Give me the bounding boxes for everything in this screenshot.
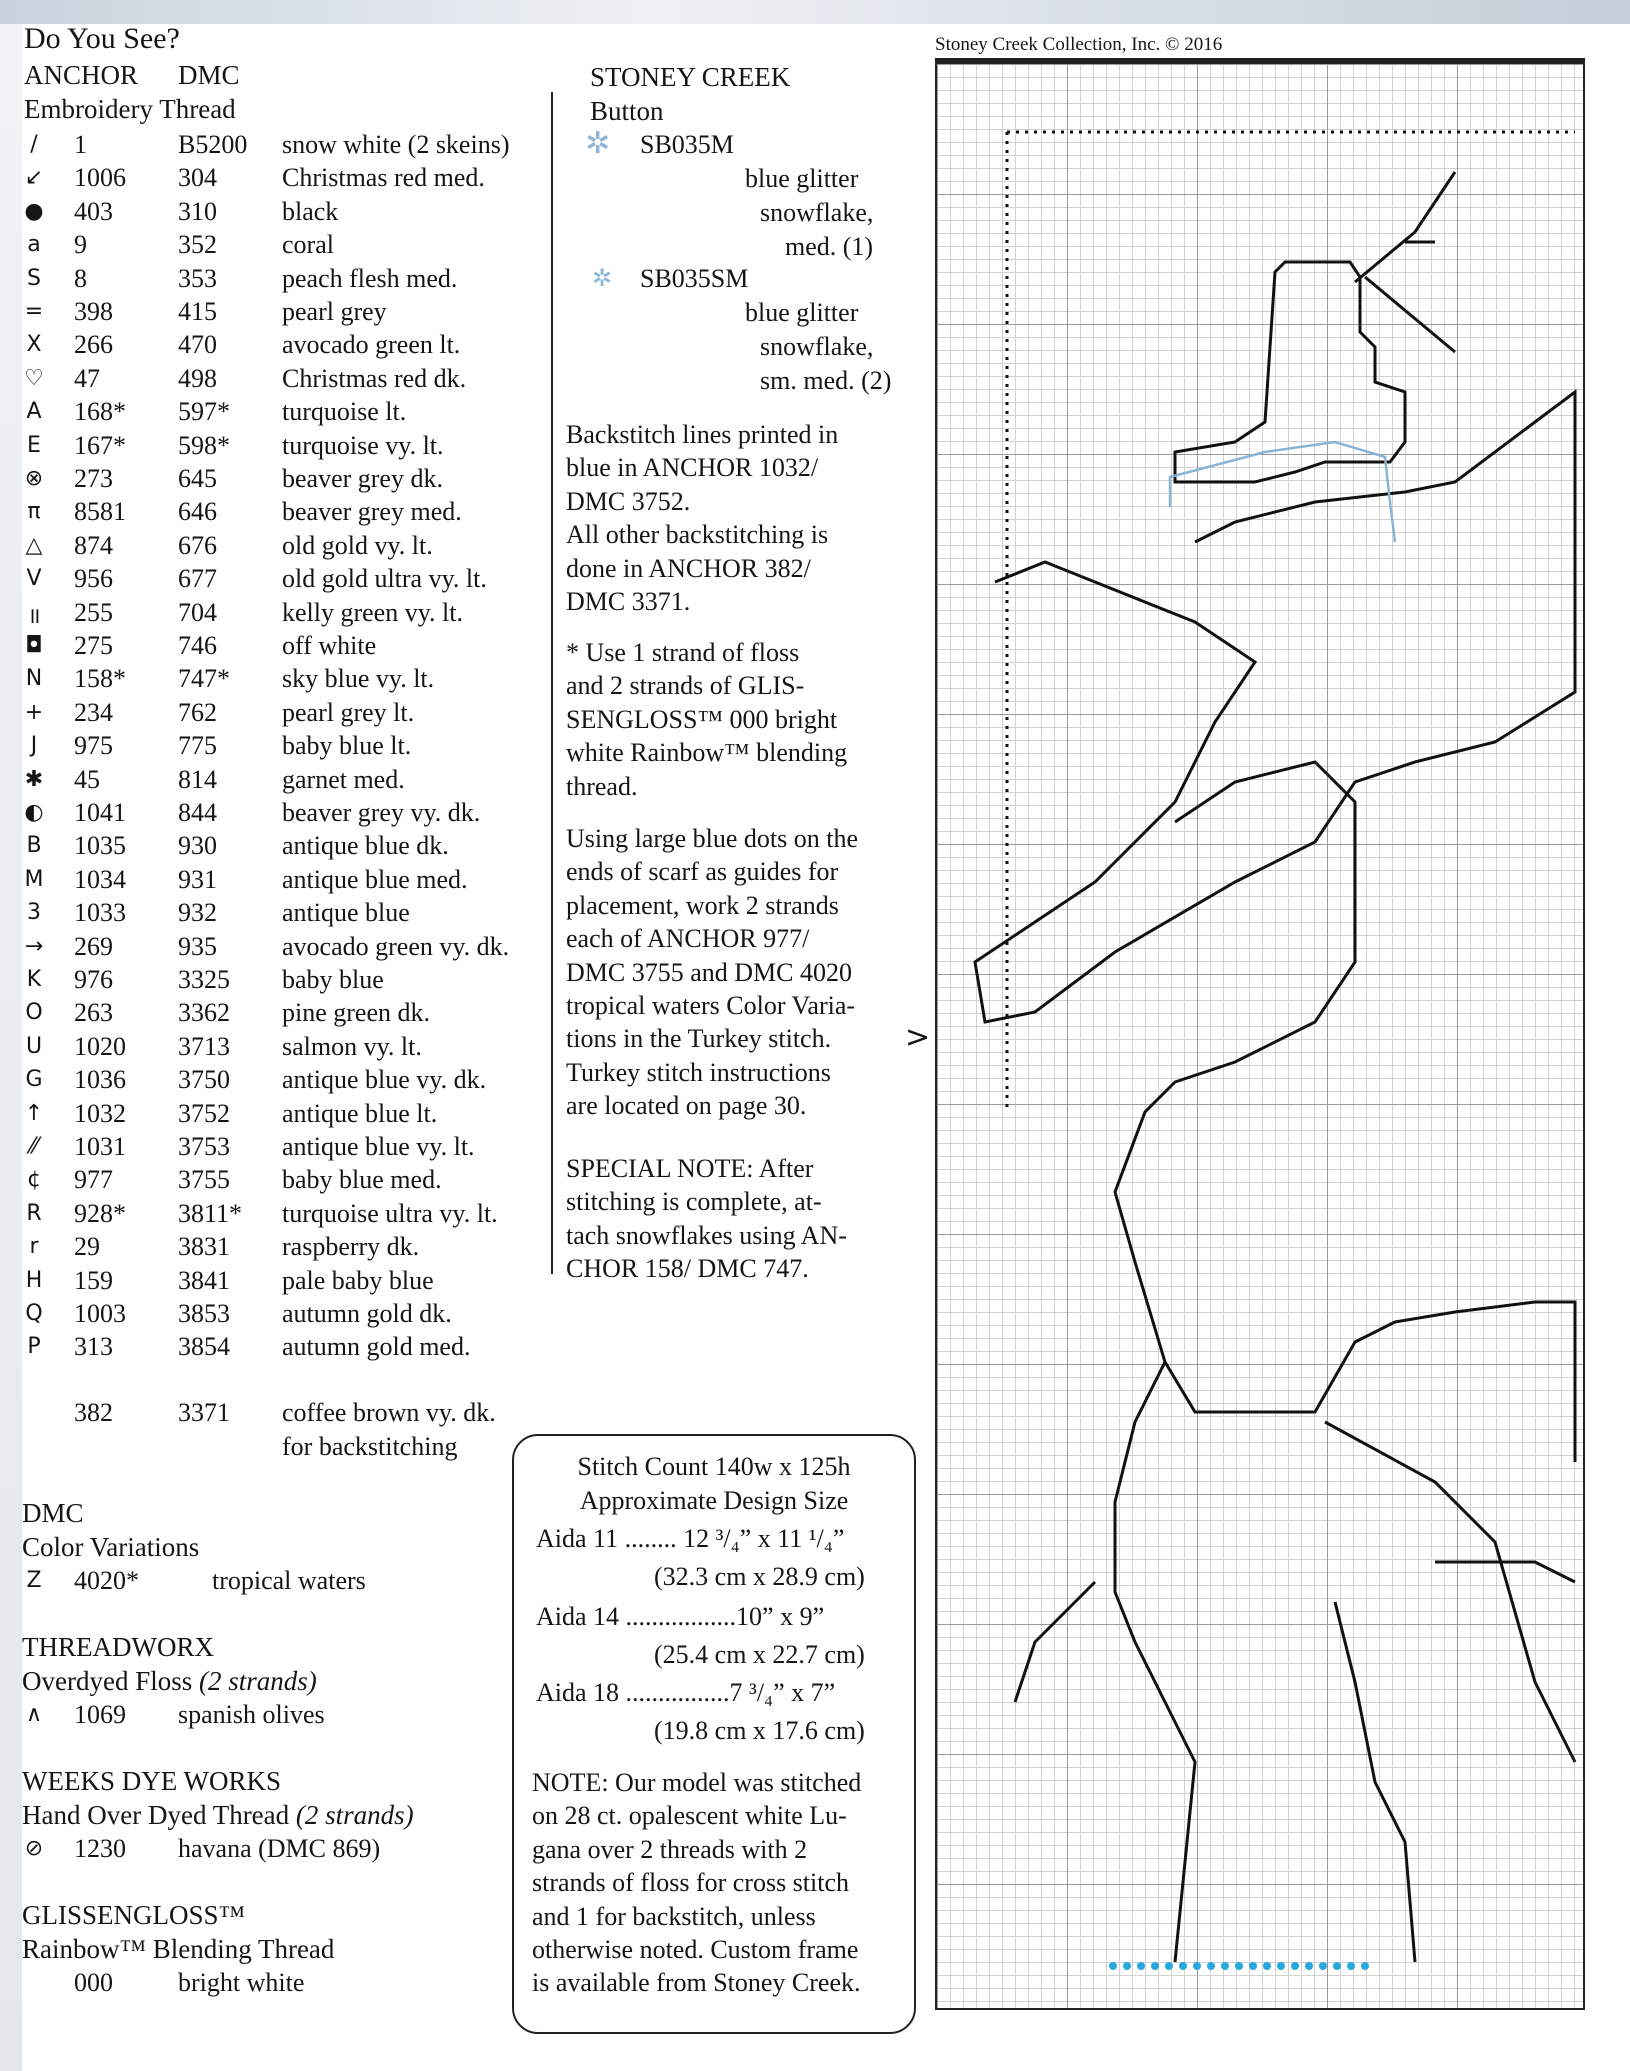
scarf-outline [1015, 1422, 1575, 1762]
thread-name: pale baby blue [282, 1265, 434, 1295]
symbol: U [25, 1033, 43, 1059]
anchor-code: 158* [74, 664, 126, 694]
thread-name: avocado green lt. [282, 330, 461, 360]
button-code-1: SB035M [640, 130, 734, 159]
aida-11-size: Aida 11 ........ 12 ³/₄” x 11 ¹/₄” [536, 1524, 845, 1553]
note-line: and 1 for backstitch, unless [532, 1901, 816, 1931]
thread-name: baby blue med. [282, 1165, 442, 1195]
anchor-code: 975 [74, 731, 113, 761]
note-line: done in ANCHOR 382/ [566, 553, 811, 583]
note-line: ends of scarf as guides for [566, 857, 839, 887]
dmc-code: 746 [178, 631, 217, 660]
thread-name: raspberry dk. [282, 1232, 420, 1262]
code: 1069 [74, 1700, 126, 1729]
symbol: / [30, 132, 38, 157]
symbol: M [24, 866, 44, 892]
dmc-code: 645 [178, 464, 217, 493]
note-line: and 2 strands of GLIS- [566, 671, 805, 701]
gliss-heading: GLISSENGLOSS™ [22, 1900, 245, 1930]
backstitch-note [566, 418, 898, 618]
code: 1230 [74, 1834, 126, 1863]
aida-14-cm: (25.4 cm x 22.7 cm) [654, 1640, 865, 1669]
thread-name-cont: for backstitching [282, 1432, 458, 1461]
dmc-code: 3750 [178, 1065, 230, 1095]
symbol: K [26, 967, 42, 992]
anchor-code: 167* [74, 430, 126, 460]
anchor-code: 403 [74, 196, 113, 226]
anchor-code: 976 [74, 965, 113, 994]
anchor-code: 47 [74, 363, 100, 393]
thread-name: avocado green vy. dk. [282, 931, 510, 961]
symbol: a [27, 232, 41, 258]
thread-name: off white [282, 631, 377, 660]
code: 000 [74, 1968, 113, 1997]
left-decorative-strip [0, 24, 22, 2071]
symbol: ◘ [25, 633, 43, 658]
dmc-code: 353 [178, 263, 217, 293]
thread-name: autumn gold dk. [282, 1299, 452, 1328]
button-desc-2a: blue glitter [745, 298, 859, 327]
symbol: R [26, 1200, 42, 1226]
thread-name: autumn gold med. [282, 1332, 471, 1362]
name: havana (DMC 869) [178, 1834, 381, 1863]
thread-name: antique blue lt. [282, 1098, 438, 1128]
thread-name: pearl grey lt. [282, 697, 415, 727]
note-line: is available from Stoney Creek. [532, 1968, 861, 1998]
thread-name: snow white (2 skeins) [282, 130, 510, 159]
symbol: Z [26, 1568, 42, 1593]
symbol: + [24, 699, 44, 725]
anchor-code: 1003 [74, 1299, 126, 1328]
dmc-code: 310 [178, 196, 217, 226]
anchor-code: 1041 [74, 798, 126, 827]
symbol: A [26, 399, 42, 425]
thread-name: black [282, 196, 339, 226]
thread-name: salmon vy. lt. [282, 1031, 422, 1061]
dmc-code: 598* [178, 430, 230, 460]
branch-outline [1355, 172, 1455, 352]
note-line: DMC 3755 and DMC 4020 [566, 957, 853, 987]
threadworx-sub: Overdyed Floss [22, 1666, 193, 1696]
dmc-code: 704 [178, 597, 217, 627]
dmc-code: 747* [178, 664, 230, 694]
thread-name: pine green dk. [282, 998, 431, 1028]
note-line: strands of floss for cross stitch [532, 1868, 850, 1898]
aida-18-cm: (19.8 cm x 17.6 cm) [654, 1716, 865, 1745]
thread-name: beaver grey med. [282, 497, 462, 527]
symbol: X [26, 332, 42, 358]
symbol: G [25, 1067, 43, 1093]
anchor-code: 159 [74, 1265, 113, 1295]
note-line: are located on page 30. [566, 1091, 807, 1121]
symbol: ॥ [27, 603, 41, 629]
thread-name: beaver grey vy. dk. [282, 798, 481, 827]
stitch-count-box [512, 1434, 916, 2034]
note-line: gana over 2 threads with 2 [532, 1834, 808, 1864]
note-line: CHOR 158/ DMC 747. [566, 1254, 809, 1284]
dmc-code: 3371 [178, 1398, 230, 1427]
dmc-code: 498 [178, 363, 217, 393]
dmc-code: 3841 [178, 1265, 230, 1295]
thread-name: beaver grey dk. [282, 464, 443, 493]
dmc-code: 3362 [178, 998, 230, 1028]
symbol: H [25, 1267, 43, 1293]
dmc-code: 352 [178, 230, 217, 260]
note-line: placement, work 2 strands [566, 890, 839, 920]
anchor-code: 269 [74, 931, 113, 961]
embroidery-thread-header: Embroidery Thread [24, 94, 236, 124]
thread-name: sky blue vy. lt. [282, 664, 435, 694]
anchor-code: 382 [74, 1398, 113, 1427]
note-line: each of ANCHOR 977/ [566, 924, 810, 954]
stitch-count: Stitch Count 140w x 125h [577, 1452, 851, 1481]
dmc-code: 3831 [178, 1232, 230, 1262]
thread-name: Christmas red dk. [282, 363, 467, 393]
note-line: tropical waters Color Varia- [566, 991, 856, 1021]
note-line: thread. [566, 771, 638, 801]
thread-name: turquoise ultra vy. lt. [282, 1198, 498, 1228]
symbol: E [27, 432, 41, 458]
weeks-sub: Hand Over Dyed Thread [22, 1800, 290, 1830]
symbol: P [27, 1334, 41, 1360]
dmc-code: 304 [178, 163, 217, 193]
note-line: DMC 3752. [566, 486, 691, 516]
anchor-code: 1036 [74, 1065, 126, 1095]
anchor-code: 275 [74, 631, 113, 660]
symbol: O [25, 1000, 43, 1026]
thread-name: coffee brown vy. dk. [282, 1398, 496, 1427]
dmc-code: 3811* [178, 1198, 243, 1228]
anchor-code: 1031 [74, 1132, 126, 1161]
thread-name: old gold ultra vy. lt. [282, 564, 487, 594]
symbol: ∧ [25, 1702, 43, 1727]
name: tropical waters [212, 1566, 366, 1595]
symbol: ↙ [24, 165, 44, 191]
note-line: blue in ANCHOR 1032/ [566, 453, 819, 483]
symbol: ✱ [24, 766, 44, 792]
symbol: ♡ [24, 365, 44, 391]
anchor-code: 398 [74, 297, 113, 326]
anchor-code: 1035 [74, 831, 126, 861]
anchor-header: ANCHOR [24, 60, 139, 90]
anchor-code: 977 [74, 1165, 113, 1195]
thread-name: baby blue lt. [282, 731, 412, 761]
cross-stitch-pattern-art [935, 62, 1585, 2010]
symbol: ⊘ [24, 1836, 44, 1861]
thread-name: Christmas red med. [282, 163, 485, 193]
note-line: Turkey stitch instructions [566, 1057, 831, 1087]
symbol: N [25, 666, 43, 692]
dmc-code: 844 [178, 798, 217, 827]
symbol: 3 [27, 900, 41, 926]
button-desc-2b: snowflake, [760, 332, 874, 361]
threadworx-subheading [22, 1666, 317, 1697]
column-divider [551, 92, 553, 1274]
note-line: on 28 ct. opalescent white Lu- [532, 1801, 847, 1831]
symbol: ⊗ [24, 466, 44, 491]
design-size-heading: Approximate Design Size [579, 1486, 849, 1515]
weeks-heading: WEEKS DYE WORKS [22, 1766, 281, 1796]
thread-name: antique blue med. [282, 864, 468, 894]
anchor-code: 8581 [74, 497, 126, 527]
note-line: tions in the Turkey stitch. [566, 1024, 832, 1054]
thread-name: peach flesh med. [282, 263, 458, 293]
dmc-cv-heading: DMC [22, 1498, 84, 1528]
dmc-code: 676 [178, 530, 217, 560]
symbol: ● [24, 198, 44, 224]
dmc-code: 775 [178, 731, 217, 761]
strand-note [566, 636, 898, 803]
symbol: S [27, 265, 41, 291]
dmc-code: 3713 [178, 1031, 230, 1061]
top-decorative-band [0, 0, 1630, 24]
scarf-guide-dots [1109, 1962, 1369, 1970]
thread-name: antique blue [282, 898, 410, 928]
stoney-heading: STONEY CREEK [590, 62, 791, 92]
symbol: r [29, 1234, 39, 1260]
special-note [566, 1152, 898, 1286]
dmc-code: 3752 [178, 1098, 230, 1128]
button-desc-1c: med. (1) [785, 232, 874, 261]
note-line: white Rainbow™ blending [566, 738, 848, 768]
anchor-code: 1 [74, 130, 87, 159]
note-line: Using large blue dots on the [566, 824, 858, 853]
dmc-code: 935 [178, 931, 217, 961]
note-line: otherwise noted. Custom frame [532, 1935, 859, 1965]
dmc-code: 415 [178, 297, 217, 326]
snowman-lower-outline [1115, 1362, 1575, 1962]
dmc-header: DMC [178, 60, 240, 90]
button-code-2: SB035SM [640, 264, 749, 293]
dmc-code: 3325 [178, 965, 230, 994]
anchor-code: 266 [74, 330, 113, 360]
thread-name: kelly green vy. lt. [282, 597, 463, 627]
thread-name: garnet med. [282, 764, 405, 794]
model-note [532, 1766, 898, 2000]
button-desc-1b: snowflake, [760, 198, 874, 227]
bird-body-outline [975, 392, 1575, 1022]
code: 4020* [74, 1566, 139, 1595]
symbol: V [26, 566, 42, 592]
dmc-code: 3753 [178, 1132, 230, 1161]
button-desc-2c: sm. med. (2) [760, 366, 892, 395]
gliss-subheading: Rainbow™ Blending Thread [22, 1934, 335, 1964]
anchor-code: 874 [74, 530, 113, 560]
dmc-code: 470 [178, 330, 217, 360]
button-desc-1a: blue glitter [745, 164, 859, 193]
weeks-subheading [22, 1800, 414, 1831]
anchor-code: 45 [74, 764, 100, 794]
chart-copyright: Stoney Creek Collection, Inc. © 2016 [935, 34, 1223, 55]
anchor-code: 928* [74, 1198, 126, 1228]
anchor-code: 956 [74, 564, 113, 594]
snowflake-button-icon: ✲ [585, 126, 611, 161]
dmc-code: 932 [178, 898, 217, 928]
anchor-code: 263 [74, 998, 113, 1028]
symbol: π [27, 499, 41, 525]
note-line: stitching is complete, at- [566, 1187, 822, 1217]
symbol: = [24, 299, 44, 324]
aida-14-size: Aida 14 .................10” x 9” [536, 1602, 825, 1631]
anchor-code: 234 [74, 697, 113, 727]
symbol: ↑ [24, 1100, 44, 1126]
anchor-code: 1020 [74, 1031, 126, 1061]
dmc-code: 646 [178, 497, 217, 527]
blue-backstitch-outline [1170, 442, 1395, 542]
thread-name: antique blue dk. [282, 831, 449, 861]
note-line: DMC 3371. [566, 587, 691, 617]
dmc-code: 3755 [178, 1165, 230, 1195]
note-line: * Use 1 strand of floss [566, 638, 800, 667]
note-line: tach snowflakes using AN- [566, 1220, 847, 1250]
symbol: Q [25, 1301, 43, 1326]
thread-name: antique blue vy. lt. [282, 1132, 475, 1161]
symbol: → [24, 933, 44, 959]
anchor-code: 29 [74, 1232, 100, 1262]
weeks-strands: (2 strands) [295, 1800, 414, 1830]
thread-name: coral [282, 230, 334, 260]
symbol: ¢ [27, 1167, 41, 1193]
dmc-cv-subheading: Color Variations [22, 1532, 200, 1562]
thread-name: old gold vy. lt. [282, 530, 433, 560]
anchor-code: 1034 [74, 864, 126, 894]
anchor-code: 255 [74, 597, 113, 627]
thread-name: baby blue [282, 965, 384, 994]
symbol: B [26, 833, 42, 859]
threadworx-heading: THREADWORX [22, 1632, 214, 1662]
snowflake-small-button-icon: ✲ [592, 264, 613, 292]
anchor-code: 9 [74, 230, 87, 260]
scarf-note [566, 822, 898, 1123]
thread-name: turquoise lt. [282, 397, 407, 427]
dmc-code: 3853 [178, 1299, 230, 1328]
thread-name: turquoise vy. lt. [282, 430, 444, 460]
aida-18-size: Aida 18 ................7 ³/₄” x 7” [536, 1678, 836, 1707]
symbol: ◐ [24, 800, 44, 825]
note-line: Backstitch lines printed in [566, 420, 839, 449]
dmc-code: 597* [178, 397, 230, 427]
anchor-code: 1033 [74, 898, 126, 928]
note-line: All other backstitching is [566, 520, 829, 550]
symbol: ⁄⁄ [30, 1134, 38, 1159]
dmc-code: B5200 [178, 130, 248, 159]
anchor-code: 273 [74, 464, 113, 493]
symbol: △ [25, 532, 43, 558]
dmc-code: 814 [178, 764, 217, 794]
dmc-code: 930 [178, 831, 217, 861]
symbol: J [30, 733, 38, 759]
note-line: SPECIAL NOTE: After [566, 1154, 814, 1183]
note-line: SENGLOSS™ 000 bright [566, 704, 838, 734]
anchor-code: 168* [74, 397, 126, 427]
anchor-code: 1032 [74, 1098, 126, 1128]
center-marker: > [905, 1020, 931, 1055]
note-line: NOTE: Our model was stitched [532, 1768, 862, 1797]
threadworx-strands: (2 strands) [199, 1666, 317, 1696]
name: spanish olives [178, 1700, 325, 1729]
dmc-code: 677 [178, 564, 217, 594]
anchor-code: 8 [74, 263, 87, 293]
name: bright white [178, 1968, 305, 1997]
anchor-code: 1006 [74, 163, 126, 193]
page-title: Do You See? [24, 22, 180, 55]
thread-name: antique blue vy. dk. [282, 1065, 487, 1095]
snowman-body-outline [1115, 762, 1575, 1462]
aida-11-cm: (32.3 cm x 28.9 cm) [654, 1562, 865, 1591]
thread-name: pearl grey [282, 297, 387, 326]
stoney-subheading: Button [590, 96, 664, 126]
dmc-code: 3854 [178, 1332, 230, 1362]
dmc-code: 931 [178, 864, 217, 894]
anchor-code: 313 [74, 1332, 113, 1362]
dmc-code: 762 [178, 697, 217, 727]
